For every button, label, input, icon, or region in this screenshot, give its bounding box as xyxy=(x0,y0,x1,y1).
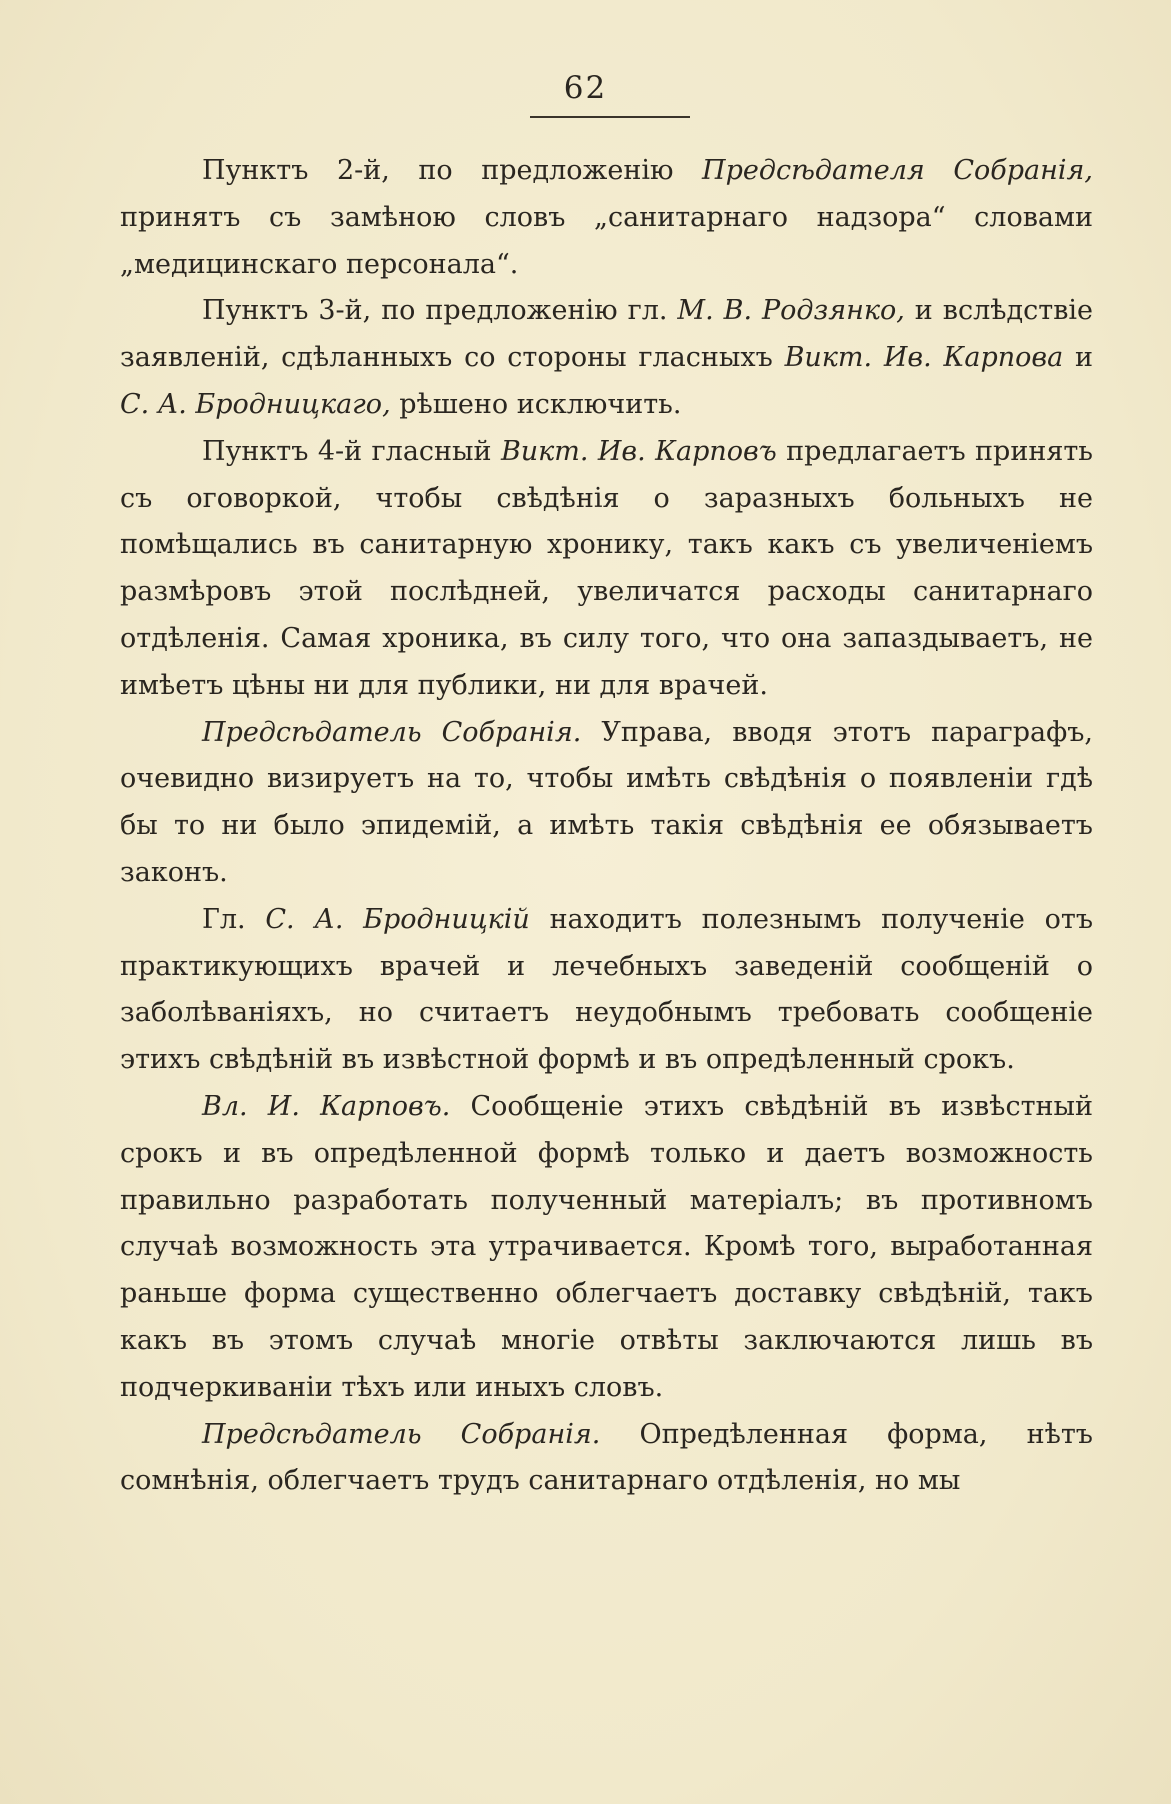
text-run: предлагаетъ принять съ оговоркой, чтобы свѣдѣнія о заразныхъ больныхъ не помѣщались въ санитарную хронику, такъ какъ съ увеличеніемъ размѣровъ этой послѣдней, увеличатся расходы санитарнаго отдѣленія. Самая хроника, въ силу того, что она запаздываетъ, не имѣетъ цѣны ни для публики, ни для врачей. xyxy=(120,435,1093,701)
italic-name-run: С. А. Бродницкаго, xyxy=(120,388,391,420)
paragraph xyxy=(120,148,1093,288)
italic-name-run: М. В. Родзянко, xyxy=(677,295,905,327)
text-run: Гл. xyxy=(202,903,266,935)
paragraph xyxy=(120,1084,1093,1412)
text-run: Пунктъ 4-й гласный xyxy=(202,435,501,467)
text-run: и вслѣдствіе заявленій, сдѣланныхъ со стороны гласныхъ xyxy=(120,295,1094,374)
paragraph xyxy=(120,710,1093,897)
italic-name-run: Викт. Ив. Карпова xyxy=(784,342,1064,374)
page-number: 62 xyxy=(563,70,608,106)
italic-name-run: Предсѣдатель Собранія. xyxy=(202,716,582,748)
paragraph xyxy=(120,897,1093,1084)
text-run: находитъ полезнымъ полученіе отъ практикующихъ врачей и лечебныхъ заведеній сообщеній о заболѣваніяхъ, но считаетъ неудобнымъ требовать сообщеніе этихъ свѣдѣній въ извѣстной формѣ и въ опредѣленный срокъ. xyxy=(120,903,1094,1076)
italic-name-run: Предсѣдатель Собранія. xyxy=(202,1418,601,1450)
paragraph xyxy=(120,429,1093,710)
text-run: Управа, вводя этотъ параграфъ, очевидно визируетъ на то, чтобы имѣть свѣдѣнія о появленіи гдѣ бы то ни было эпидемій, а имѣть такія свѣдѣнія ее обязываетъ законъ. xyxy=(120,716,1093,888)
text-run: Сообщеніе этихъ свѣдѣній въ извѣстный срокъ и въ опредѣленной формѣ только и даетъ возможность правильно разработать полученный матеріалъ; въ противномъ случаѣ возможность эта утрачивается. Кромѣ того, выработанная раньше форма существенно облегчаетъ доставку свѣдѣній, такъ какъ въ этомъ случаѣ многіе отвѣты заключаются лишь въ подчеркиваніи тѣхъ или иныхъ словъ. xyxy=(120,1090,1094,1403)
text-run: Пунктъ 2-й, по предложенію xyxy=(202,155,703,186)
italic-name-run: Предсѣдателя Собранія, xyxy=(702,155,1093,186)
text-run: принятъ съ замѣною словъ „санитарнаго надзора“ словами „медицинскаго персонала“. xyxy=(120,201,1093,280)
paragraph xyxy=(120,288,1093,428)
text-run: Пунктъ 3-й, по предложенію гл. xyxy=(202,295,678,327)
text-run: рѣшено исключить. xyxy=(390,388,682,420)
italic-name-run: Викт. Ив. Карповъ xyxy=(500,435,777,467)
italic-name-run: Вл. И. Карповъ. xyxy=(202,1090,451,1122)
page-body xyxy=(120,148,1093,1505)
header-rule xyxy=(530,116,690,118)
paragraph xyxy=(120,1412,1093,1506)
text-run: и xyxy=(1063,342,1094,374)
text-run: Опредѣленная форма, нѣтъ сомнѣнія, облегчаетъ трудъ санитарнаго отдѣленія, но мы xyxy=(120,1418,1093,1497)
italic-name-run: С. А. Бродницкій xyxy=(265,903,530,935)
